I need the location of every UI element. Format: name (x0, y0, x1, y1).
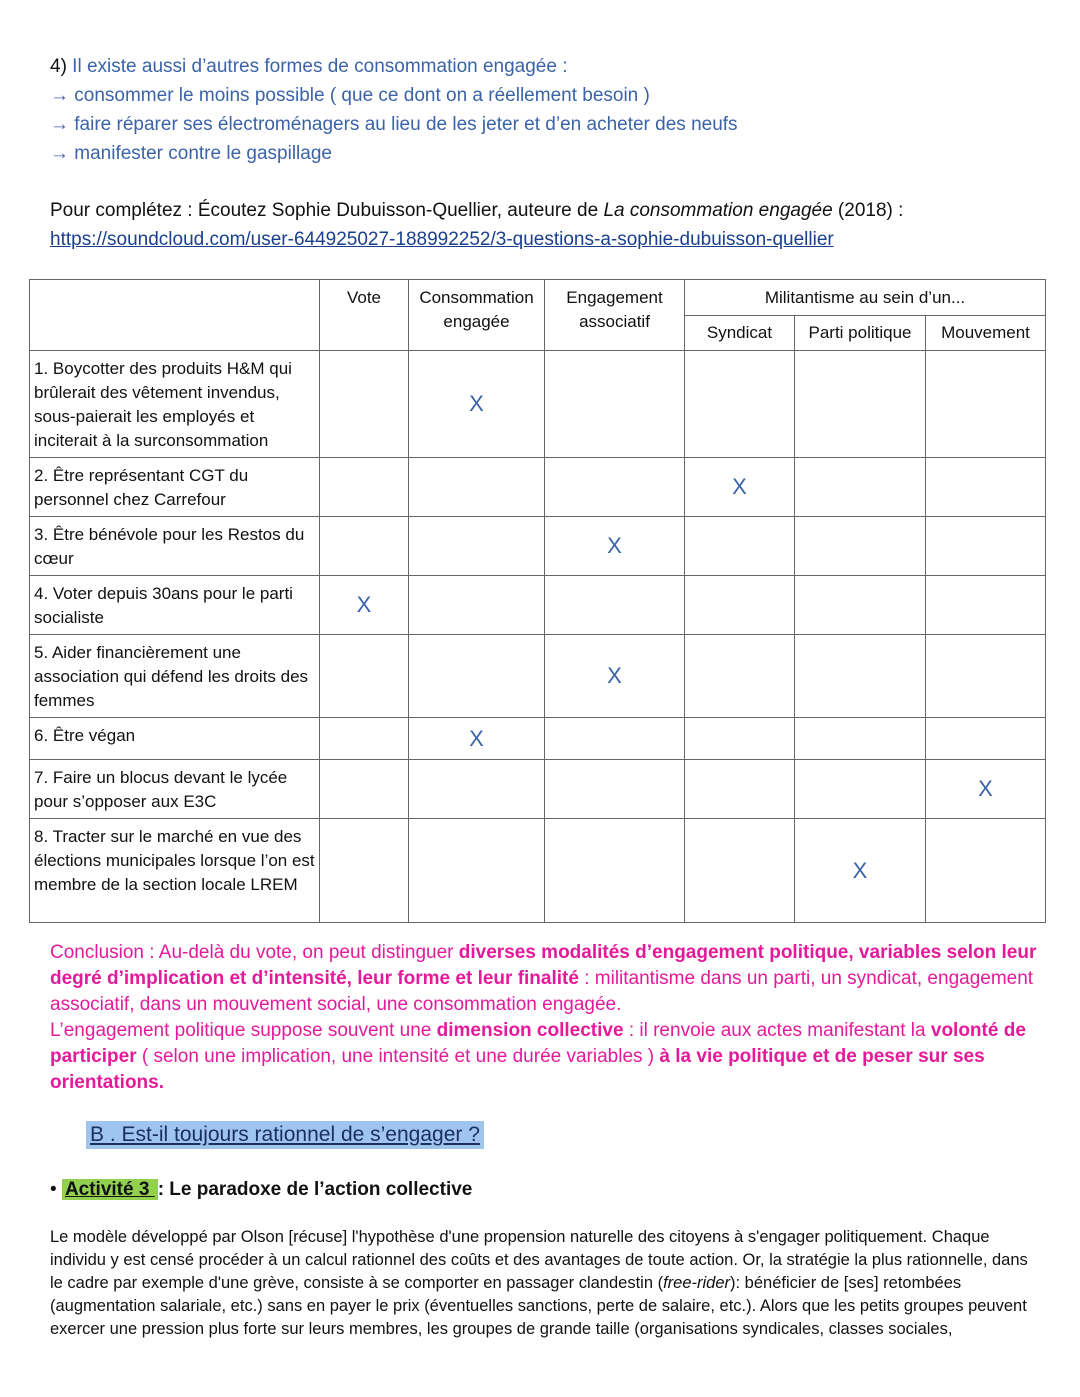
section-4-intro (50, 52, 738, 81)
mark-cell: X (409, 718, 545, 760)
header-vote: Vote (320, 280, 409, 351)
olson-text: ): bénéficier de [ses] retombées (augmentation salariale, etc.) sans en payer le prix (éventuelles sanctions, perte de salaire, etc.). Alors que les petits groupes peuvent exercer une pression plus forte sur leurs membres, les groupes de grande taille (organisations syndicales, classes sociales, (50, 1274, 1027, 1338)
header-syndicat: Syndicat (685, 316, 795, 351)
mark-cell (795, 718, 926, 760)
section-4 (50, 52, 738, 168)
conclusion-bold-text: volonté de participer (50, 1020, 1026, 1067)
header-parti: Parti politique (795, 316, 926, 351)
book-title: La consommation engagée (603, 200, 833, 221)
mark-cell (926, 351, 1046, 458)
row-label: 2. Être représentant CGT du personnel chez Carrefour (30, 458, 320, 517)
mark-cell (795, 517, 926, 576)
header-militantisme: Militantisme au sein d’un... (685, 280, 1046, 316)
mark-cell: X (409, 351, 545, 458)
mark-cell: X (685, 458, 795, 517)
table-row (30, 517, 1046, 576)
mark-cell (926, 718, 1046, 760)
conclusion-text: ( selon une implication, une intensité et une durée variables ) (136, 1046, 660, 1067)
olson-italic-text: free-rider (663, 1274, 731, 1292)
mark-cell (320, 458, 409, 517)
mark-cell: X (545, 517, 685, 576)
mark-cell (409, 760, 545, 819)
mark-cell (409, 819, 545, 923)
list-item: → faire réparer ses électroménagers au lieu de les jeter et d’en acheter des neufs (50, 114, 738, 135)
mark-cell (926, 635, 1046, 718)
row-label: 4. Voter depuis 30ans pour le parti socialiste (30, 576, 320, 635)
soundcloud-link[interactable]: https://soundcloud.com/user-644925027-188992252/3-questions-a-sophie-dubuisson-quellier (50, 229, 834, 250)
mark-cell (795, 760, 926, 819)
mark-cell (795, 458, 926, 517)
list-item: → manifester contre le gaspillage (50, 143, 332, 164)
table-row (30, 760, 1046, 819)
mark-cell (685, 351, 795, 458)
mark-cell (685, 517, 795, 576)
mark-cell (409, 635, 545, 718)
table-row (30, 576, 1046, 635)
header-engagement: Engagement associatif (545, 280, 685, 351)
mark-cell (926, 576, 1046, 635)
mark-cell: X (926, 760, 1046, 819)
mark-cell (926, 458, 1046, 517)
conclusion-text: : il renvoie aux actes manifestant la (623, 1020, 931, 1041)
activity-title: : Le paradoxe de l’action collective (157, 1179, 473, 1200)
table-row (30, 819, 1046, 923)
mark-cell (409, 576, 545, 635)
conclusion-text: : militantisme dans un parti, un syndicat, engagement associatif, dans un mouvement social, une consommation engagée. (50, 968, 1034, 1015)
complete-paragraph (50, 196, 903, 254)
mark-cell (545, 760, 685, 819)
mark-cell (320, 718, 409, 760)
mark-cell (685, 718, 795, 760)
activity-3-heading (50, 1176, 472, 1204)
conclusion-bold-text: diverses modalités d’engagement politique, variables selon leur degré d’implication et d’intensité, leur forme et leur finalité (50, 942, 1037, 989)
row-label: 8. Tracter sur le marché en vue des élections municipales lorsque l’on est membre de la section locale LREM (30, 819, 320, 923)
row-label: 7. Faire un blocus devant le lycée pour s’opposer aux E3C (30, 760, 320, 819)
table-row (30, 635, 1046, 718)
section-number: 4) (50, 56, 67, 77)
mark-cell (545, 819, 685, 923)
complete-suffix: (2018) : (832, 200, 904, 221)
table-row (30, 718, 1046, 760)
complete-prefix: Pour complétez : Écoutez Sophie Dubuisson-Quellier, auteure de (50, 200, 604, 221)
mark-cell (409, 458, 545, 517)
conclusion-text: Conclusion : Au-delà du vote, on peut distinguer (50, 942, 459, 963)
olson-text: Le modèle développé par Olson [récuse] l'hypothèse d'une propension naturelle des citoyens à s'engager politiquement. Chaque individu y est censé procéder à un calcul rationnel des coûts et des avantages de toute action. Or, la stratégie la plus rationnelle, dans le cadre par exemple d'une grève, consiste à se comporter en passager clandestin ( (50, 1228, 1028, 1292)
conclusion-bold-text: à la vie politique et de peser sur ses orientations. (50, 1046, 985, 1093)
mark-cell (320, 635, 409, 718)
table-row (30, 351, 1046, 458)
mark-cell (320, 819, 409, 923)
mark-cell (320, 351, 409, 458)
mark-cell: X (320, 576, 409, 635)
mark-cell (795, 351, 926, 458)
table-row (30, 458, 1046, 517)
row-label: 1. Boycotter des produits H&M qui brûlerait des vêtement invendus, sous-paierait les employés et inciterait à la surconsommation (30, 351, 320, 458)
mark-cell (795, 576, 926, 635)
row-label: 5. Aider financièrement une association qui défend les droits des femmes (30, 635, 320, 718)
olson-paragraph (50, 1226, 1035, 1341)
conclusion-text: L’engagement politique suppose souvent une (50, 1020, 437, 1041)
section-4-intro-text: Il existe aussi d’autres formes de consommation engagée : (66, 56, 568, 77)
header-empty-cell (30, 280, 320, 351)
row-label: 6. Être végan (30, 718, 320, 760)
mark-cell (545, 351, 685, 458)
mark-cell (685, 576, 795, 635)
mark-cell (926, 819, 1046, 923)
mark-cell (795, 635, 926, 718)
mark-cell (926, 517, 1046, 576)
header-mouvement: Mouvement (926, 316, 1046, 351)
activity-tag: Activité 3 (62, 1179, 158, 1200)
mark-cell: X (545, 635, 685, 718)
mark-cell (545, 458, 685, 517)
bullet-icon: • (50, 1179, 57, 1200)
mark-cell: X (795, 819, 926, 923)
conclusion-bold-text: dimension collective (436, 1020, 624, 1041)
conclusion (50, 940, 1040, 1096)
mark-cell (545, 576, 685, 635)
mark-cell (409, 517, 545, 576)
mark-cell (685, 760, 795, 819)
engagement-table (29, 279, 1046, 923)
header-consommation: Consommation engagée (409, 280, 545, 351)
section-b-heading: B . Est-il toujours rationnel de s’engager ? (86, 1121, 484, 1149)
mark-cell (685, 635, 795, 718)
row-label: 3. Être bénévole pour les Restos du cœur (30, 517, 320, 576)
conclusion-paragraph-1 (50, 940, 1040, 1018)
list-item: → consommer le moins possible ( que ce dont on a réellement besoin ) (50, 85, 650, 106)
conclusion-paragraph-2 (50, 1018, 1040, 1096)
mark-cell (320, 517, 409, 576)
mark-cell (545, 718, 685, 760)
mark-cell (320, 760, 409, 819)
mark-cell (685, 819, 795, 923)
